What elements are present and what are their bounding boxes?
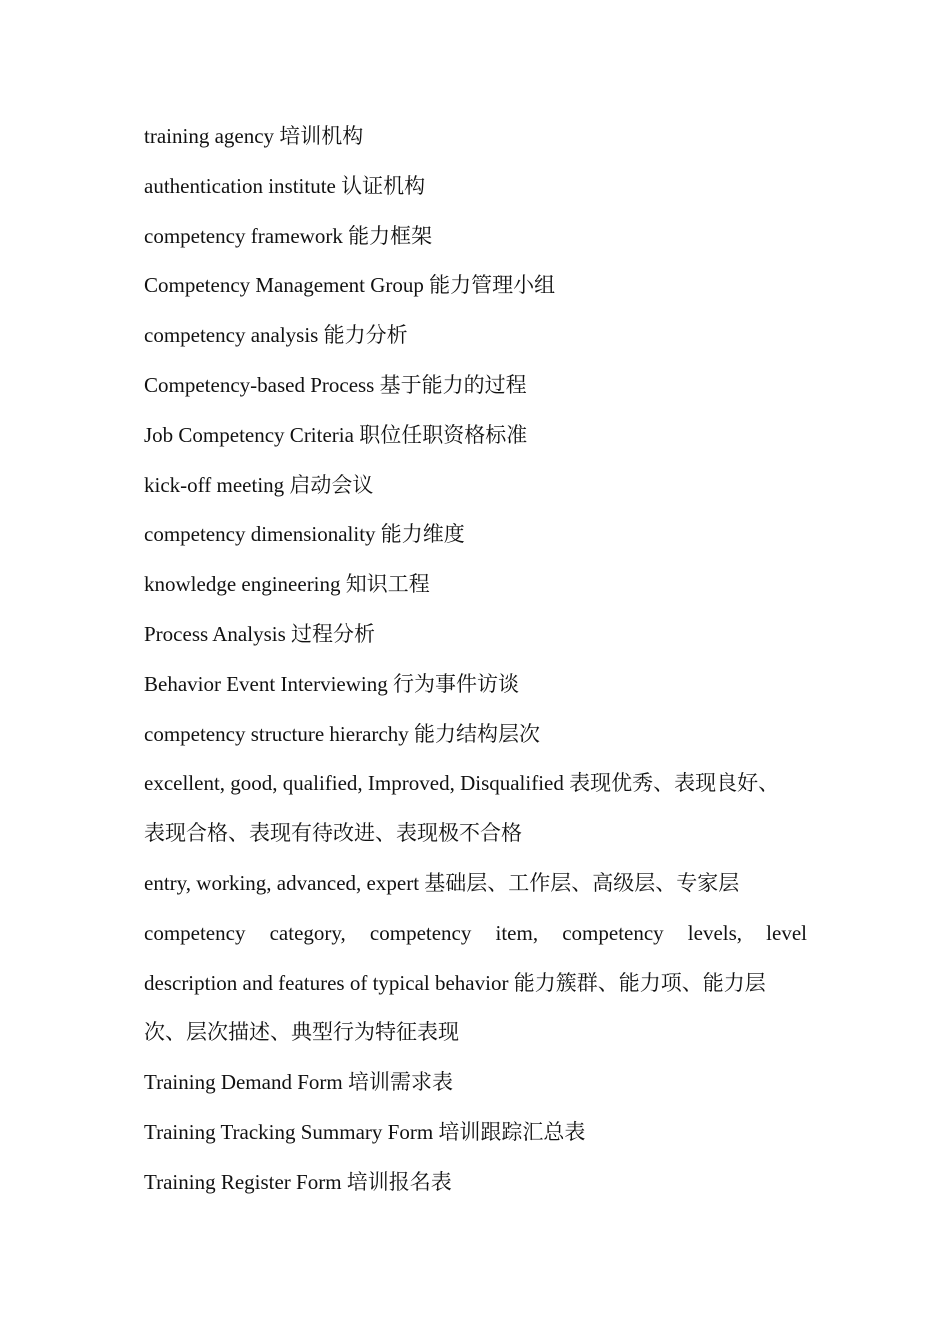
document-body [144,112,807,1208]
term-kick-off-meeting: kick-off meeting 启动会议 [144,472,374,497]
term-competency-analysis: competency analysis 能力分析 [144,323,408,348]
term-competency-based-process: Competency-based Process 基于能力的过程 [144,372,527,397]
term-performance-levels-line-2: 表现合格、表现有待改进、表现极不合格 [144,821,522,846]
term-process-analysis: Process Analysis 过程分析 [144,621,375,646]
term-performance-levels-line-1: excellent, good, qualified, Improved, Disqualified 表现优秀、表现良好、 [144,771,780,796]
term-competency-category-line-2: description and features of typical behavior 能力簇群、能力项、能力层 [144,970,766,995]
term-training-register-form: Training Register Form 培训报名表 [144,1169,452,1194]
term-competency-tiers: entry, working, advanced, expert 基础层、工作层、高级层、专家层 [144,870,740,895]
term-competency-category-line-3: 次、层次描述、典型行为特征表现 [144,1020,459,1045]
term-competency-category-line-1: competency category, competency item, competency levels, level [144,920,807,945]
term-competency-structure-hierarchy: competency structure hierarchy 能力结构层次 [144,721,540,746]
term-competency-dimensionality: competency dimensionality 能力维度 [144,522,465,547]
term-knowledge-engineering: knowledge engineering 知识工程 [144,572,430,597]
term-job-competency-criteria: Job Competency Criteria 职位任职资格标准 [144,422,528,447]
term-competency-management-group: Competency Management Group 能力管理小组 [144,273,556,298]
term-training-tracking-summary-form: Training Tracking Summary Form 培训跟踪汇总表 [144,1119,586,1144]
term-behavior-event-interviewing: Behavior Event Interviewing 行为事件访谈 [144,671,520,696]
term-training-agency: training agency 培训机构 [144,124,364,148]
term-authentication-institute: authentication institute 认证机构 [144,173,426,198]
term-competency-framework: competency framework 能力框架 [144,223,433,248]
term-training-demand-form: Training Demand Form 培训需求表 [144,1070,453,1095]
